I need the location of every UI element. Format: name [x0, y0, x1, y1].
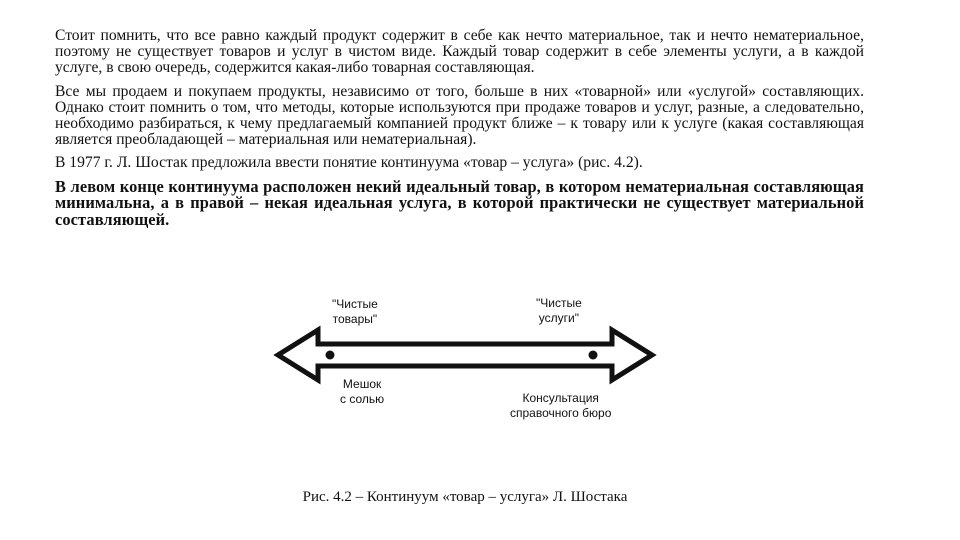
continuum-diagram: [270, 288, 660, 423]
goods-point-marker: [326, 351, 335, 360]
pure-goods-label: "Чистые товары": [332, 297, 378, 326]
info-desk-consultation-label: Консультация справочного бюро: [510, 391, 612, 420]
figure-caption: Рис. 4.2 – Континуум «товар – услуга» Л. Шостака: [302, 489, 628, 505]
salt-bag-label: Мешок с солью: [340, 377, 385, 406]
paragraph-3: В 1977 г. Л. Шостак предложила ввести понятие континуума «товар – услуга» (рис. 4.2).: [55, 154, 643, 172]
paragraph-4: В левом конце континуума расположен некий идеальный товар, в котором нематериальная составляющая минимальна, а в правой – некая идеальная услуга, в которой практически не существует материальной составляющей.: [55, 176, 864, 229]
paragraph-2: Все мы продаем и покупаем продукты, независимо от того, больше в них «товарной» или «услугой» составляющих. Однако стоит помнить о том, что методы, которые используются при продаже товаров и услуг, разные, а следовательно, необходимо разбираться, к чему предлагаемый компанией продукт ближе – к товару или к услуге (какая составляющая является преобладающей – материальная или нематериальная).: [55, 82, 864, 149]
pure-services-label: "Чистые услуги": [536, 296, 582, 325]
paragraph-1: Стоит помнить, что все равно каждый продукт содержит в себе как нечто материальное, так и нечто нематериальное, поэтому не существует товаров и услуг в чистом виде. Каждый товар содержит в себе элементы услуги, а в каждой услуге, в свою очередь, содержится какая-либо товарная составляющая.: [55, 27, 864, 77]
services-point-marker: [589, 351, 598, 360]
text-block: [55, 28, 864, 235]
